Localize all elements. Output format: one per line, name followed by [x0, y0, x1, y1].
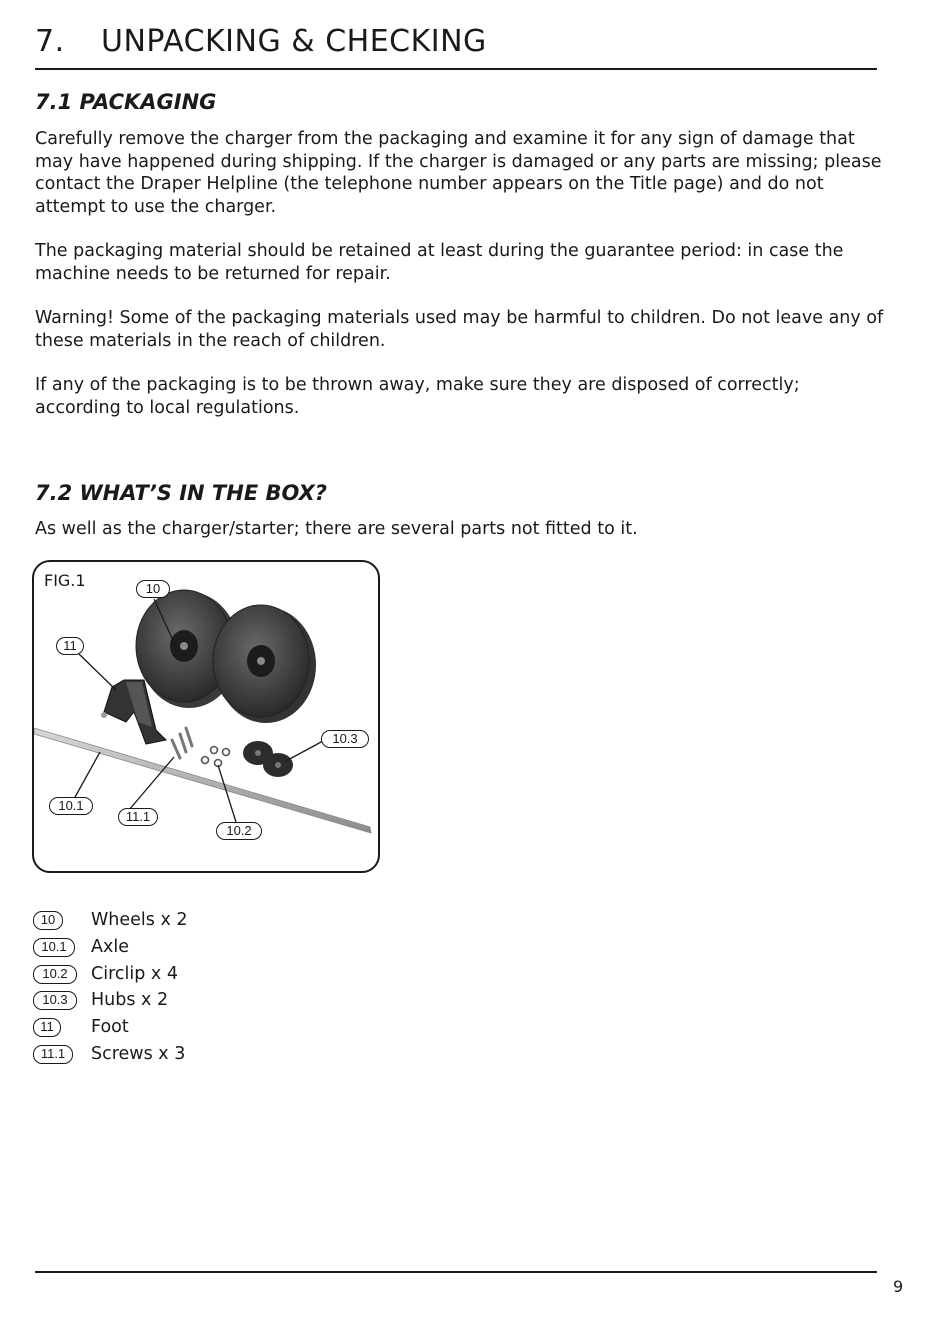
legend-code: 10.3 — [33, 991, 77, 1010]
callout-10.3: 10.3 — [321, 730, 369, 748]
callout-10.1: 10.1 — [49, 797, 93, 815]
hub-parts — [243, 741, 293, 777]
wheel-parts — [136, 590, 316, 723]
packaging-paragraph-2: The packaging material should be retained at least during the guarantee period: in case the machine needs to be returned for repair. — [35, 241, 844, 284]
legend-code: 10 — [33, 911, 63, 930]
circlip-parts — [202, 747, 230, 767]
figure-label: FIG.1 — [44, 571, 86, 590]
packaging-heading: 7.1 PACKAGING — [35, 90, 217, 114]
top-rule — [35, 68, 877, 70]
page-number: 9 — [893, 1277, 904, 1296]
screw-parts — [172, 728, 192, 758]
callout-11: 11 — [56, 637, 84, 655]
parts-illustration — [34, 562, 378, 871]
legend-text: Hubs x 2 — [91, 990, 169, 1011]
legend-code: 11.1 — [33, 1045, 73, 1064]
section-heading — [35, 24, 487, 59]
legend-text: Axle — [91, 936, 129, 957]
legend-text: Foot — [91, 1017, 129, 1038]
legend-text: Screws x 3 — [91, 1043, 186, 1064]
legend-code: 11 — [33, 1018, 61, 1037]
legend-text: Circlip x 4 — [91, 963, 178, 984]
section-title: UNPACKING & CHECKING — [101, 24, 487, 59]
packaging-paragraph-3: Warning! Some of the packaging materials used may be harmful to children. Do not leave any of these materials in the reach of children. — [35, 308, 884, 351]
legend-code: 10.2 — [33, 965, 77, 984]
callout-10.2: 10.2 — [216, 822, 262, 840]
section-number: 7. — [35, 24, 65, 59]
callout-11.1: 11.1 — [118, 808, 158, 826]
figure-box — [32, 560, 380, 873]
callout-10: 10 — [136, 580, 170, 598]
box-heading: 7.2 WHAT’S IN THE BOX? — [35, 481, 327, 505]
packaging-paragraph-4: If any of the packaging is to be thrown away, make sure they are disposed of correctly; according to local regulations. — [35, 375, 800, 418]
box-intro: As well as the charger/starter; there are several parts not fitted to it. — [35, 519, 638, 539]
packaging-paragraph-1: Carefully remove the charger from the packaging and examine it for any sign of damage that may have happened during shipping. If the charger is damaged or any parts are missing; please contact the Draper Helpline (the telephone number appears on the Title page) and do not attempt to use the charger. — [35, 129, 882, 217]
bottom-rule — [35, 1271, 877, 1273]
legend-code: 10.1 — [33, 938, 75, 957]
legend-text: Wheels x 2 — [91, 910, 188, 930]
